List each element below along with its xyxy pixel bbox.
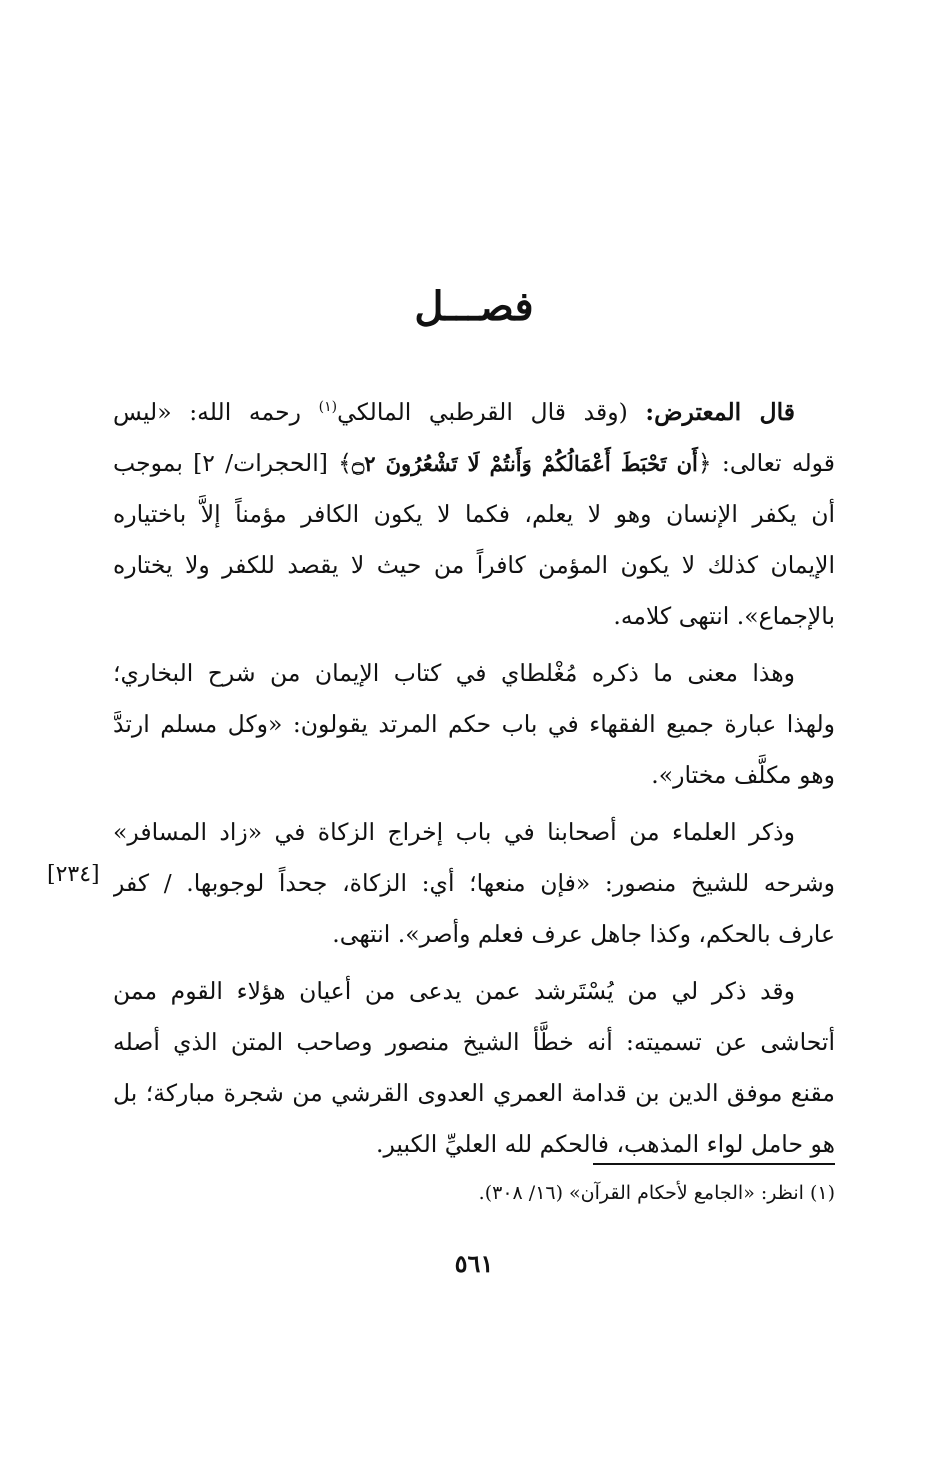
paragraph-line xyxy=(113,382,835,438)
paragraph-line: وهذا معنى ما ذكره مُغْلطاي في كتاب الإيمان من شرح البخاري؛ xyxy=(113,658,795,687)
paragraph-line: هو حامل لواء المذهب، فالحكم لله العليِّ الكبير. xyxy=(376,1129,835,1158)
footnote-divider xyxy=(593,1163,835,1165)
quran-verse: أَن تَحْبَطَ أَعْمَالُكُمْ وَأَنتُمْ لَا تَشْعُرُونَ ۝٢ xyxy=(351,450,698,476)
line-text: رحمه الله: «ليس xyxy=(113,397,319,426)
paragraph-line: وقد ذكر لي من يُسْتَرشد عمن يدعى من أعيان هؤلاء القوم ممن xyxy=(113,976,795,1005)
footnote: (١) انظر: «الجامع لأحكام القرآن» (١٦/ ٣٠٨). xyxy=(478,1182,835,1204)
line-text: قوله تعالى: ﴿ xyxy=(697,448,835,477)
paragraph-1 xyxy=(113,382,835,642)
paragraph-line: وذكر العلماء من أصحابنا في باب إخراج الزكاة في «زاد المسافر» xyxy=(113,817,795,846)
paragraph-line: بالإجماع». انتهى كلامه. xyxy=(613,601,835,630)
paragraph-line: الإيمان كذلك لا يكون المؤمن كافراً من حيث لا يقصد للكفر ولا يختاره xyxy=(113,550,835,579)
line-text: (وقد قال القرطبي المالكي xyxy=(337,397,646,426)
line-text: ﴾ [الحجرات/ ٢] بموجب xyxy=(113,448,352,477)
paragraph-line: أتحاشى عن تسميته: أنه خطَّأ الشيخ منصور وصاحب المتن الذي أصله xyxy=(113,1027,835,1056)
footnote-marker: (١) xyxy=(318,399,338,415)
paragraph-line: مقنع موفق الدين بن قدامة العمري العدوى القرشي من شجرة مباركة؛ بل xyxy=(113,1078,835,1107)
paragraph-2 xyxy=(113,648,835,801)
body-text xyxy=(113,382,835,1170)
paragraph-3 xyxy=(113,807,835,960)
margin-page-reference: [٢٣٤] xyxy=(47,862,100,887)
page-number: ٥٦١ xyxy=(454,1249,494,1278)
paragraph-line: عارف بالحكم، وكذا جاهل عرف فعلم وأصر». انتهى. xyxy=(332,919,835,948)
paragraph-line: وهو مكلَّف مختار». xyxy=(651,760,835,789)
paragraph-4 xyxy=(113,966,835,1170)
paragraph-line: وشرحه للشيخ منصور: «فإن منعها؛ أي: الزكاة، جحداً لوجوبها. / كفر xyxy=(113,868,835,897)
paragraph-line: أن يكفر الإنسان وهو لا يعلم، فكما لا يكون الكافر مؤمناً إلاَّ باختياره xyxy=(113,499,835,528)
speaker-label: قال المعترض: xyxy=(645,397,796,426)
section-title: فصـــل xyxy=(414,283,534,330)
paragraph-line xyxy=(113,438,835,489)
paragraph-line: ولهذا عبارة جميع الفقهاء في باب حكم المرتد يقولون: «وكل مسلم ارتدَّ xyxy=(113,709,835,738)
